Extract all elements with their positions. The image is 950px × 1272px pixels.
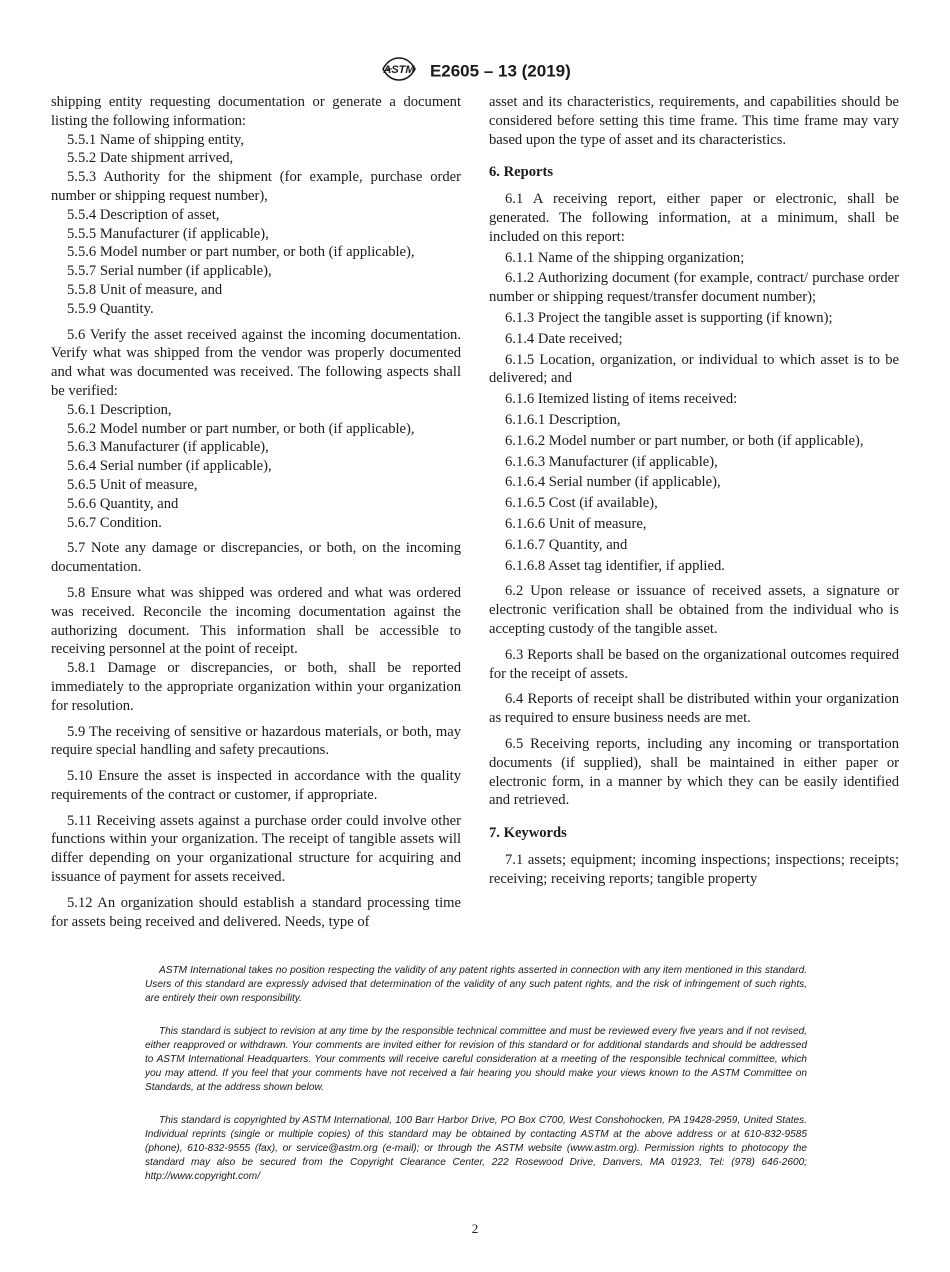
paragraph: 5.6 Verify the asset received against the incoming documentation. Verify what was shipped from the vendor was properly documented and what was documented was received. The following aspects shall be verified:: [51, 326, 461, 399]
paragraph: 6.2 Upon release or issuance of received assets, a signature or electronic verification shall be obtained from the individual who is accepting custody of the tangible asset.: [489, 583, 899, 637]
svg-text:ASTM: ASTM: [383, 64, 415, 76]
list-item: 5.5.1 Name of shipping entity,: [67, 131, 244, 148]
paragraph: 6.1 A receiving report, either paper or electronic, shall be generated. The following information, at a minimum, shall be included on this report:: [489, 191, 899, 245]
list-item: 6.1.1 Name of the shipping organization;: [505, 249, 745, 266]
standard-designation: E2605 – 13 (2019): [429, 61, 571, 81]
list-item: 6.1.6.5 Cost (if available),: [505, 495, 658, 512]
list-item: 6.1.6 Itemized listing of items received:: [505, 391, 738, 408]
list-item: 5.5.4 Description of asset,: [67, 206, 220, 223]
list-item: 6.1.6.6 Unit of measure,: [505, 515, 647, 532]
list-item: 5.6.2 Model number or part number, or both (if applicable),: [67, 420, 415, 437]
list-item: 6.1.6.2 Model number or part number, or both (if applicable),: [505, 432, 864, 449]
list-item: 6.1.5 Location, organization, or individual to which asset is to be delivered; and: [489, 351, 899, 387]
paragraph: 5.9 The receiving of sensitive or hazardous materials, or both, may require special handling and safety precautions.: [51, 723, 461, 759]
list-item: 5.5.6 Model number or part number, or both (if applicable),: [67, 244, 415, 261]
list-item: 6.1.2 Authorizing document (for example, contract/ purchase order number or shipping request/transfer document number);: [489, 270, 899, 306]
paragraph: 5.8 Ensure what was shipped was ordered and what was ordered was received. Reconcile the incoming documentation against the authorizing document. This information shall be accessible to receiving personnel at the point of receipt.: [51, 584, 461, 658]
list-item: 5.6.6 Quantity, and: [67, 495, 179, 512]
paragraph: 7.1 assets; equipment; incoming inspections; inspections; receipts; receiving; receiving reports; tangible property: [489, 851, 899, 887]
list-item: 6.1.6.7 Quantity, and: [505, 536, 628, 553]
list-item: 5.5.9 Quantity.: [67, 300, 154, 317]
paragraph: 5.11 Receiving assets against a purchase order could involve other functions within your organization. The receipt of tangible assets will differ depending on your organizational structure for acquiring and issuance of payment for assets received.: [51, 812, 461, 886]
list-item: 6.1.6.4 Serial number (if applicable),: [505, 474, 721, 491]
astm-logo-icon: [379, 56, 419, 87]
list-item: 6.1.6.3 Manufacturer (if applicable),: [505, 453, 718, 470]
paragraph: shipping entity requesting documentation or generate a document listing the following information:: [51, 94, 461, 129]
paragraph: 6.4 Reports of receipt shall be distributed within your organization as required to ensure business needs are met.: [489, 691, 899, 727]
list-item: 6.1.4 Date received;: [505, 330, 623, 347]
footer-notice-revision: This standard is subject to revision at any time by the responsible technical committee and must be reviewed every five years and if not revised, either reapproved or withdrawn. Your comments are invited either for revision of this standard or for additional standards and should be addressed to ASTM International Headquarters. Your comments will receive careful consideration at a meeting of the responsible technical committee, which you may attend. If you feel that your comments have not received a fair hearing you should make your views known to the ASTM Committee on Standards, at the address shown below.: [145, 1026, 807, 1093]
paragraph: 5.10 Ensure the asset is inspected in accordance with the quality requirements of the contract or customer, if appropriate.: [51, 768, 461, 803]
footer-notice-patent: ASTM International takes no position respecting the validity of any patent rights asserted in connection with any item mentioned in this standard. Users of this standard are expressly advised that determination of the validity of any such patent rights, and the risk of infringement of such rights, are entirely their own responsibility.: [145, 965, 807, 1004]
list-item: 6.1.6.1 Description,: [505, 411, 621, 428]
paragraph: 6.3 Reports shall be based on the organizational outcomes required for the receipt of assets.: [489, 646, 899, 682]
list-item: 5.6.1 Description,: [67, 401, 172, 418]
paragraph: 5.8.1 Damage or discrepancies, or both, shall be reported immediately to the appropriate organization within your organization for resolution.: [51, 660, 461, 714]
list-item: 5.5.3 Authority for the shipment (for example, purchase order number or shipping request number),: [51, 169, 461, 204]
paragraph: asset and its characteristics, requirements, and capabilities should be considered before setting this time frame. This time frame may vary based upon the type of asset and its characteristics.: [489, 94, 899, 148]
list-item: 5.6.4 Serial number (if applicable),: [67, 458, 272, 475]
paragraph: 5.12 An organization should establish a standard processing time for assets being received and delivered. Needs, type of: [51, 894, 461, 930]
page-header: [0, 56, 950, 87]
section-heading: 6. Reports: [489, 164, 554, 181]
list-item: 5.5.5 Manufacturer (if applicable),: [67, 225, 269, 242]
footer-notice-copyright: This standard is copyrighted by ASTM International, 100 Barr Harbor Drive, PO Box C700, West Conshohocken, PA 19428-2959, United States. Individual reprints (single or multiple copies) of this standard may be obtained by contacting ASTM at the above address or at 610-832-9585 (phone), 610-832-9555 (fax), or service@astm.org (e-mail); or through the ASTM website (www.astm.org). Permission rights to photocopy the standard may also be secured from the Copyright Clearance Center, 222 Rosewood Drive, Danvers, MA 01923, Tel: (978) 646-2600; http://www.copyright.com/: [145, 1115, 807, 1182]
left-column: [51, 93, 461, 938]
list-item: 5.5.2 Date shipment arrived,: [67, 150, 234, 167]
page-number: 2: [471, 1221, 479, 1236]
list-item: 5.5.8 Unit of measure, and: [67, 281, 223, 298]
section-heading: 7. Keywords: [489, 825, 567, 842]
paragraph: 5.7 Note any damage or discrepancies, or both, on the incoming documentation.: [51, 540, 461, 576]
list-item: 6.1.6.8 Asset tag identifier, if applied.: [505, 557, 725, 574]
list-item: 5.6.7 Condition.: [67, 514, 162, 531]
right-column: [489, 93, 899, 895]
list-item: 5.6.5 Unit of measure,: [67, 476, 198, 493]
list-item: 5.6.3 Manufacturer (if applicable),: [67, 439, 269, 456]
paragraph: 6.5 Receiving reports, including any incoming or transportation documents (if supplied), shall be maintained in either paper or electronic form, in a manner by which they can be easily identified and retrieved.: [489, 735, 899, 809]
list-item: 5.5.7 Serial number (if applicable),: [67, 263, 272, 280]
list-item: 6.1.3 Project the tangible asset is supporting (if known);: [505, 309, 833, 326]
